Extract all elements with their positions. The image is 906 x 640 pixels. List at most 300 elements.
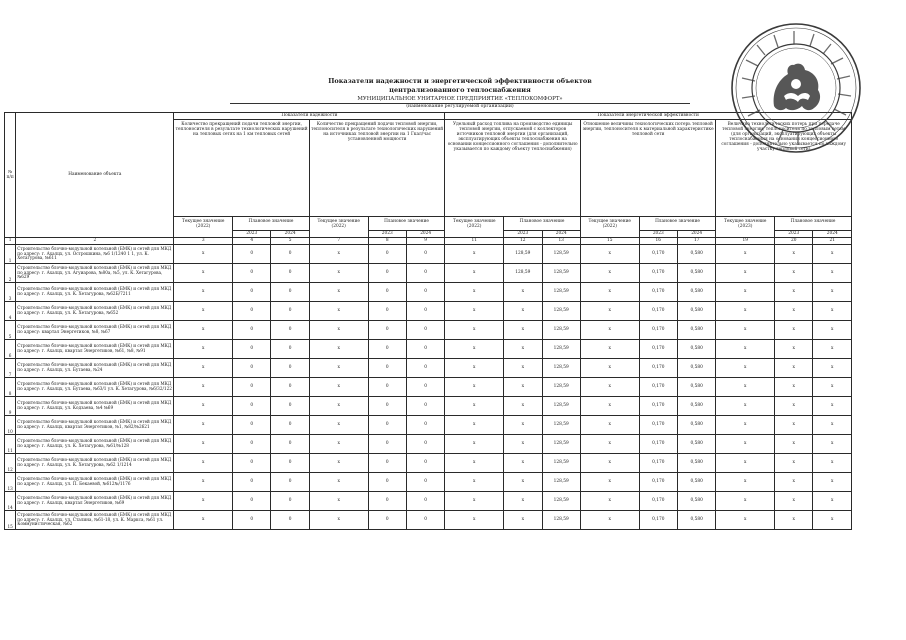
object-name: Строительство блочно-модульной котельной (БМК) и сетей для МКД по адресу: г. Ахалцх, ул. К. Хетагурова, №61/№128 — [16, 435, 174, 454]
value-cell: x — [813, 264, 852, 283]
table-body — [5, 245, 852, 530]
value-cell: 0,170 — [639, 359, 677, 378]
value-cell: 0,580 — [677, 492, 715, 511]
table-row — [5, 264, 852, 283]
value-cell: x — [580, 245, 639, 264]
row-number: 5 — [5, 321, 16, 340]
header-planned: Плановое значение — [368, 217, 445, 231]
object-name: Строительство блочно-модульной котельной (БМК) и сетей для МКД по адресу: г. Ахалцх, ул. Агуиарова, №80а, №5, ул. К. Хетагурова, №629 — [16, 264, 174, 283]
value-cell: 0 — [368, 378, 406, 397]
value-cell: x — [504, 283, 542, 302]
value-cell: 0 — [271, 492, 309, 511]
value-cell: 0 — [271, 302, 309, 321]
value-cell: x — [580, 340, 639, 359]
value-cell: x — [445, 416, 504, 435]
table-row — [5, 454, 852, 473]
value-cell: 128,59 — [542, 302, 580, 321]
value-cell: 0 — [233, 435, 271, 454]
value-cell: x — [580, 435, 639, 454]
row-number: 10 — [5, 416, 16, 435]
header-planned: Плановое значение — [233, 217, 310, 231]
value-cell: x — [174, 283, 233, 302]
value-cell: x — [716, 435, 775, 454]
value-cell: x — [504, 435, 542, 454]
value-cell: 128,59 — [504, 264, 542, 283]
value-cell: 0 — [233, 359, 271, 378]
value-cell: 0 — [271, 283, 309, 302]
row-number: 7 — [5, 359, 16, 378]
value-cell: x — [716, 264, 775, 283]
title-line-1: Показатели надежности и энергетической эффективности объектов — [328, 77, 592, 85]
value-cell: x — [445, 511, 504, 530]
value-cell: 0 — [368, 359, 406, 378]
value-cell: 0 — [271, 511, 309, 530]
value-cell: 0 — [406, 511, 444, 530]
header-planned: Плановое значение — [504, 217, 581, 231]
value-cell: x — [309, 511, 368, 530]
value-cell: x — [445, 359, 504, 378]
value-cell: x — [813, 283, 852, 302]
value-cell: x — [504, 397, 542, 416]
value-cell: 0 — [406, 359, 444, 378]
value-cell: 0 — [406, 340, 444, 359]
value-cell: x — [775, 264, 813, 283]
value-cell: 0 — [271, 245, 309, 264]
value-cell: 128,59 — [542, 359, 580, 378]
value-cell: x — [716, 283, 775, 302]
object-name: Строительство блочно-модульной котельной (БМК) и сетей для МКД по адресу: г. Ахалцх, квартал Энергетиков, №61, №8, №91 — [16, 340, 174, 359]
value-cell: x — [775, 283, 813, 302]
value-cell: 0,580 — [677, 473, 715, 492]
value-cell: 0,170 — [639, 397, 677, 416]
value-cell: x — [580, 321, 639, 340]
value-cell: 0 — [233, 264, 271, 283]
value-cell: x — [504, 416, 542, 435]
value-cell: x — [174, 473, 233, 492]
value-cell: 128,59 — [542, 264, 580, 283]
header-year-2024: 2024 — [677, 231, 715, 238]
value-cell: x — [174, 435, 233, 454]
value-cell: 128,59 — [542, 473, 580, 492]
value-cell: x — [445, 435, 504, 454]
value-cell: 0 — [368, 416, 406, 435]
value-cell: x — [716, 321, 775, 340]
row-number: 3 — [5, 283, 16, 302]
row-number: 13 — [5, 473, 16, 492]
value-cell: 128,59 — [542, 245, 580, 264]
header-year-2023: 2023 — [233, 231, 271, 238]
value-cell: x — [445, 283, 504, 302]
value-cell: x — [174, 397, 233, 416]
table-row — [5, 359, 852, 378]
value-cell: 0,580 — [677, 435, 715, 454]
value-cell: 0 — [406, 454, 444, 473]
object-name: Строительство блочно-модульной котельной (БМК) и сетей для МКД по адресу: г. Ахалцх, ул. Бутаева, №63/1 ул. К. Хетагурова, №6/32/122 — [16, 378, 174, 397]
row-number: 15 — [5, 511, 16, 530]
column-index-row — [5, 238, 852, 245]
column-index-cell: 21 — [813, 238, 852, 245]
value-cell: x — [504, 359, 542, 378]
value-cell: 0 — [406, 435, 444, 454]
row-number: 6 — [5, 340, 16, 359]
value-cell: 0 — [406, 321, 444, 340]
value-cell: x — [504, 492, 542, 511]
value-cell: x — [813, 473, 852, 492]
table-row — [5, 340, 852, 359]
value-cell: 0 — [368, 454, 406, 473]
value-cell: 0,580 — [677, 340, 715, 359]
value-cell: 0 — [233, 302, 271, 321]
value-cell: x — [716, 473, 775, 492]
object-name: Строительство блочно-модульной котельной (БМК) и сетей для МКД по адресу: г. Ахалцх, ул. Кодзаева, №4 №69 — [16, 397, 174, 416]
value-cell: 0 — [233, 321, 271, 340]
value-cell: x — [309, 378, 368, 397]
header-current: Текущее значение (2022) — [580, 217, 639, 238]
header-current: Текущее значение (2023) — [716, 217, 775, 238]
column-index-cell: 3 — [174, 238, 233, 245]
value-cell: 0 — [406, 302, 444, 321]
value-cell: 0 — [368, 340, 406, 359]
value-cell: 0 — [233, 340, 271, 359]
value-cell: 0 — [368, 302, 406, 321]
value-cell: x — [504, 378, 542, 397]
value-cell: 0 — [368, 473, 406, 492]
header-planned: Плановое значение — [639, 217, 716, 231]
object-name: Строительство блочно-модульной котельной (БМК) и сетей для МКД по адресу: квартал Энергетиков, №8, №67 — [16, 321, 174, 340]
value-cell: x — [309, 435, 368, 454]
value-cell: 0,580 — [677, 321, 715, 340]
value-cell: x — [716, 340, 775, 359]
table-row — [5, 473, 852, 492]
header-year-2024: 2024 — [271, 231, 309, 238]
row-number: 4 — [5, 302, 16, 321]
value-cell: 0,580 — [677, 245, 715, 264]
value-cell: 0,170 — [639, 245, 677, 264]
header-year-2024: 2024 — [813, 231, 852, 238]
column-index-cell: 13 — [542, 238, 580, 245]
row-number: 14 — [5, 492, 16, 511]
header-num: № п/п — [5, 113, 16, 238]
value-cell: x — [813, 416, 852, 435]
value-cell: x — [775, 359, 813, 378]
value-cell: x — [580, 302, 639, 321]
value-cell: x — [813, 378, 852, 397]
value-cell: x — [504, 454, 542, 473]
value-cell: x — [504, 340, 542, 359]
value-cell: 0 — [233, 397, 271, 416]
column-index-cell: 2 — [16, 238, 174, 245]
value-cell: x — [174, 492, 233, 511]
value-cell: x — [775, 321, 813, 340]
value-cell: x — [775, 378, 813, 397]
value-cell: x — [716, 511, 775, 530]
title-line-2: централизованного теплоснабжения — [389, 86, 531, 94]
column-index-cell: 20 — [775, 238, 813, 245]
value-cell: x — [716, 454, 775, 473]
header-indicator-2: Количество прекращений подачи тепловой энергии, теплоносителя в результате технологических нарушений на источниках тепловой энергии на 1 Гкал/час установленной мощности — [309, 120, 445, 217]
value-cell: x — [309, 397, 368, 416]
value-cell: x — [775, 245, 813, 264]
value-cell: 0 — [233, 378, 271, 397]
value-cell: x — [716, 359, 775, 378]
value-cell: 0 — [233, 511, 271, 530]
column-index-cell: 17 — [677, 238, 715, 245]
header-group-efficiency: Показатели энергетической эффективности — [445, 113, 852, 120]
value-cell: 0,580 — [677, 511, 715, 530]
value-cell: 0,580 — [677, 264, 715, 283]
organization-name: МУНИЦИПАЛЬНОЕ УНИТАРНОЕ ПРЕДПРИЯТИЕ «ТЕПЛОКОМФОРТ» — [230, 96, 690, 104]
value-cell: x — [580, 511, 639, 530]
header-year-2023: 2023 — [368, 231, 406, 238]
header-year-2024: 2024 — [542, 231, 580, 238]
value-cell: x — [775, 340, 813, 359]
header-current: Текущее значение (2022) — [309, 217, 368, 238]
row-number: 1 — [5, 245, 16, 264]
value-cell: 0 — [406, 283, 444, 302]
value-cell: 0,580 — [677, 359, 715, 378]
value-cell: 0,170 — [639, 321, 677, 340]
value-cell: x — [775, 397, 813, 416]
value-cell: x — [813, 435, 852, 454]
value-cell: 0 — [406, 264, 444, 283]
column-index-cell: 8 — [368, 238, 406, 245]
value-cell: 0 — [271, 321, 309, 340]
value-cell: x — [504, 511, 542, 530]
value-cell: x — [504, 321, 542, 340]
value-cell: x — [580, 397, 639, 416]
value-cell: x — [174, 454, 233, 473]
value-cell: x — [309, 416, 368, 435]
table-row — [5, 245, 852, 264]
value-cell: 0,580 — [677, 283, 715, 302]
value-cell: 0,170 — [639, 283, 677, 302]
value-cell: 0 — [271, 397, 309, 416]
table-row — [5, 511, 852, 530]
value-cell: x — [445, 340, 504, 359]
table-row — [5, 492, 852, 511]
value-cell: x — [309, 340, 368, 359]
value-cell: x — [174, 245, 233, 264]
column-index-cell: 11 — [445, 238, 504, 245]
value-cell: 0 — [271, 473, 309, 492]
value-cell: x — [813, 302, 852, 321]
value-cell: 0,170 — [639, 511, 677, 530]
value-cell: 0 — [271, 416, 309, 435]
value-cell: 128,59 — [542, 492, 580, 511]
value-cell: 0 — [233, 492, 271, 511]
table-row — [5, 321, 852, 340]
value-cell: x — [174, 321, 233, 340]
value-cell: 0 — [233, 416, 271, 435]
row-number: 12 — [5, 454, 16, 473]
value-cell: x — [775, 492, 813, 511]
value-cell: 0,170 — [639, 302, 677, 321]
value-cell: 0,170 — [639, 454, 677, 473]
indicators-table — [4, 112, 852, 530]
value-cell: x — [445, 473, 504, 492]
value-cell: 0 — [406, 416, 444, 435]
value-cell: x — [775, 511, 813, 530]
value-cell: x — [174, 340, 233, 359]
value-cell: x — [309, 454, 368, 473]
value-cell: x — [775, 435, 813, 454]
object-name: Строительство блочно-модульной котельной (БМК) и сетей для МКД по адресу: г. Ахалцх, квартал Энергетиков, №69 — [16, 492, 174, 511]
value-cell: 0,580 — [677, 378, 715, 397]
row-number: 2 — [5, 264, 16, 283]
value-cell: 0,170 — [639, 378, 677, 397]
value-cell: 0,580 — [677, 302, 715, 321]
value-cell: x — [309, 359, 368, 378]
value-cell: 0,170 — [639, 416, 677, 435]
object-name: Строительство блочно-модульной котельной (БМК) и сетей для МКД по адресу: г. Ахалцх, ул. К. Хетагурова, №62Б/7211 — [16, 283, 174, 302]
header-year-2023: 2023 — [775, 231, 813, 238]
table-row — [5, 283, 852, 302]
table-row — [5, 378, 852, 397]
value-cell: x — [445, 302, 504, 321]
column-index-cell: 15 — [580, 238, 639, 245]
organization-caption: (наименование регулируемой организации) — [406, 104, 514, 109]
row-number: 9 — [5, 397, 16, 416]
value-cell: 0 — [271, 264, 309, 283]
value-cell: 0,170 — [639, 435, 677, 454]
object-name: Строительство блочно-модульной котельной (БМК) и сетей для МКД по адресу: г. Ахалцх, ул. Сталина, №61-18, ул. К. Маркса, №61 ул. Коммунистическая, №62 — [16, 511, 174, 530]
header-name: Наименование объекта — [16, 113, 174, 238]
value-cell: x — [504, 473, 542, 492]
value-cell: x — [309, 283, 368, 302]
value-cell: x — [174, 302, 233, 321]
value-cell: x — [813, 359, 852, 378]
value-cell: 0 — [368, 397, 406, 416]
value-cell: x — [309, 473, 368, 492]
value-cell: 128,59 — [542, 340, 580, 359]
value-cell: 0 — [368, 321, 406, 340]
object-name: Строительство блочно-модульной котельной (БМК) и сетей для МКД по адресу: г. Ахалцх, ул. К. Хетагурова, №62 1/1214 — [16, 454, 174, 473]
value-cell: x — [174, 359, 233, 378]
document-title — [250, 77, 670, 95]
value-cell: 0 — [406, 397, 444, 416]
value-cell: x — [504, 302, 542, 321]
value-cell: x — [174, 378, 233, 397]
value-cell: x — [174, 416, 233, 435]
value-cell: x — [445, 454, 504, 473]
value-cell: 0 — [368, 492, 406, 511]
value-cell: x — [716, 378, 775, 397]
value-cell: x — [813, 511, 852, 530]
header-year-2023: 2023 — [504, 231, 542, 238]
value-cell: x — [445, 378, 504, 397]
value-cell: 0,170 — [639, 340, 677, 359]
value-cell: 0 — [233, 283, 271, 302]
value-cell: x — [174, 264, 233, 283]
value-cell: x — [580, 283, 639, 302]
value-cell: 0 — [368, 283, 406, 302]
value-cell: 0 — [368, 511, 406, 530]
organization-seal — [728, 20, 864, 156]
value-cell: x — [716, 416, 775, 435]
value-cell: x — [174, 511, 233, 530]
table-row — [5, 416, 852, 435]
value-cell: x — [445, 245, 504, 264]
object-name: Строительство блочно-модульной котельной (БМК) и сетей для МКД по адресу: г. Ахалцх, ул. К. Хетагурова, №652 — [16, 302, 174, 321]
table-row — [5, 435, 852, 454]
value-cell: x — [813, 492, 852, 511]
value-cell: 0 — [406, 473, 444, 492]
value-cell: x — [813, 454, 852, 473]
header-current: Текущее значение (2022) — [445, 217, 504, 238]
value-cell: 0,580 — [677, 416, 715, 435]
value-cell: 0,170 — [639, 492, 677, 511]
value-cell: x — [309, 302, 368, 321]
value-cell: 128,59 — [542, 511, 580, 530]
value-cell: 0,170 — [639, 264, 677, 283]
header-indicator-4: Отношение величины технологических потерь тепловой энергии, теплоносителя к материальной характеристике тепловой сети — [580, 120, 715, 217]
row-number: 11 — [5, 435, 16, 454]
value-cell: 0 — [271, 454, 309, 473]
value-cell: 0,580 — [677, 397, 715, 416]
header-group-reliability: Показатели надежности — [174, 113, 445, 120]
value-cell: 128,59 — [542, 397, 580, 416]
header-indicator-5: Величина технологических потерь при передаче тепловой энергии, теплоносителя по тепловым сетям (для организаций, эксплуатирующих объекты теплоснабжения на основании концессионного соглашения - дополнительно указывается по каждому участку тепловой сети) — [716, 120, 852, 217]
value-cell: x — [445, 264, 504, 283]
value-cell: x — [775, 473, 813, 492]
header-indicator-1: Количество прекращений подачи тепловой энергии, теплоносителя в результате технологических нарушений на тепловых сетях на 1 км тепловых сетей — [174, 120, 309, 217]
object-name: Строительство блочно-модульной котельной (БМК) и сетей для МКД по адресу: г. Ахалцх, квартал Энергетиков, №1, №82/№2621 — [16, 416, 174, 435]
value-cell: 0 — [233, 454, 271, 473]
column-index-cell: 5 — [271, 238, 309, 245]
column-index-cell: 4 — [233, 238, 271, 245]
value-cell: x — [775, 454, 813, 473]
value-cell: 0,170 — [639, 473, 677, 492]
value-cell: 128,59 — [542, 416, 580, 435]
value-cell: x — [813, 245, 852, 264]
value-cell: x — [716, 302, 775, 321]
value-cell: x — [580, 264, 639, 283]
value-cell: 128,59 — [504, 245, 542, 264]
header-year-2023: 2023 — [639, 231, 677, 238]
value-cell: 0 — [368, 435, 406, 454]
column-index-cell: 16 — [639, 238, 677, 245]
column-index-cell: 1 — [5, 238, 16, 245]
value-cell: 0 — [271, 340, 309, 359]
value-cell: x — [580, 454, 639, 473]
value-cell: 0 — [271, 435, 309, 454]
value-cell: x — [580, 473, 639, 492]
row-number: 8 — [5, 378, 16, 397]
object-name: Строительство блочно-модульной котельной (БМК) и сетей для МКД по адресу: г. Ахалцх, ул. П. Бекаевой, №612№/1176 — [16, 473, 174, 492]
value-cell: 0 — [233, 473, 271, 492]
value-cell: x — [580, 378, 639, 397]
value-cell: x — [309, 321, 368, 340]
object-name: Строительство блочно-модульной котельной (БМК) и сетей для МКД по адресу: г. Ахалцх, ул. Бутаева, №24 — [16, 359, 174, 378]
value-cell: x — [580, 492, 639, 511]
value-cell: 128,59 — [542, 454, 580, 473]
table-row — [5, 302, 852, 321]
value-cell: x — [775, 416, 813, 435]
value-cell: x — [580, 359, 639, 378]
value-cell: 0 — [368, 264, 406, 283]
value-cell: x — [716, 245, 775, 264]
value-cell: x — [309, 245, 368, 264]
value-cell: 0 — [406, 245, 444, 264]
value-cell: 0 — [271, 359, 309, 378]
value-cell: x — [445, 492, 504, 511]
value-cell: 0 — [233, 245, 271, 264]
value-cell: x — [813, 340, 852, 359]
value-cell: 0,580 — [677, 454, 715, 473]
header-year-2024: 2024 — [406, 231, 444, 238]
value-cell: x — [716, 397, 775, 416]
value-cell: 128,59 — [542, 321, 580, 340]
